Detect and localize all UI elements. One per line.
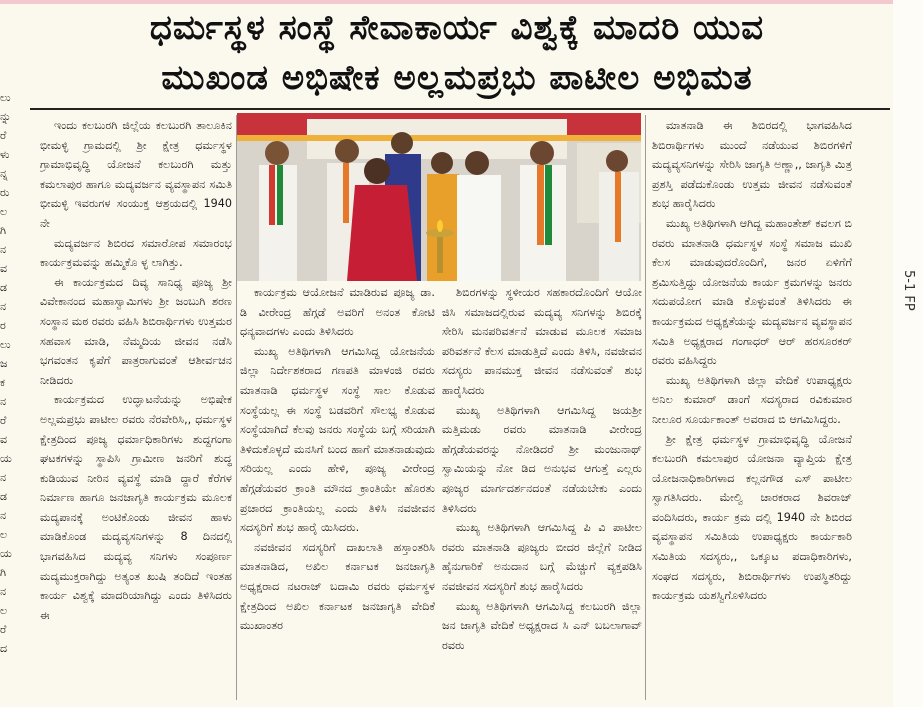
article-paragraph: ಈ ಕಾರ್ಯಕ್ರಮದ ದಿವ್ಯ ಸಾನಿಧ್ಯ ಪೂಜ್ಯ ಶ್ರೀ ವಿವೇಕಾನಂದ ಮಹಾಸ್ವಾಮಿಗಳು ಶ್ರೀ ಜಂಬುಗಿ ಶರಣ ಸಂಸ್ಥಾನ ಮಠ ರವರು ವಹಿಸಿ ಶಿಬಿರಾರ್ಥಿಗಳು ಉತ್ತಮರ ಸಹವಾಸ ಮಾಡಿ, ನೆಮ್ಮದಿಯ ಜೀವನ ನಡೆಸಿ ಭಗವಂತನ ಕೃಪೆಗೆ ಪಾತ್ರರಾಗುವಂತೆ ಆಶೀರ್ವಚನ ನೀಡಿದರು [40, 275, 232, 387]
headline-line-2: ಮುಖಂಡ ಅಭಿಷೇಕ ಅಲ್ಲಮಪ್ರಭು ಪಾಟೀಲ ಅಭಿಮತ [161, 58, 753, 98]
fragment-line: ನ್ನ [0, 167, 8, 180]
article-paragraph: ನವಜೀವನ ಸದಸ್ಯರಿಗೆ ದಾಖಲಾತಿ ಹಸ್ತಾಂತರಿಸಿ ಮಾತನಾಡಿದ, ಅಖಿಲ ಕರ್ನಾಟಕ ಜನಜಾಗೃತಿ ಅಧ್ಯಕ್ಷರಾದ ನಟರಾಜ್ ಬದಾಮಿ ರವರು ಧರ್ಮಸ್ಥಳ ಕ್ಷೇತ್ರದಿಂದ ಅಖಿಲ ಕರ್ನಾಟಕ ಜನಜಾಗೃತಿ ವೇದಿಕೆ ಮುಖಾಂತರ [240, 540, 435, 633]
fragment-line: ಡ [0, 281, 8, 294]
fragment-line: ಲು [0, 338, 11, 351]
headline-rule [30, 108, 890, 110]
headline-line-1: ಧರ್ಮಸ್ಥಳ ಸಂಸ್ಥೆ ಸೇವಾಕಾರ್ಯ ವಿಶ್ವಕ್ಕೆ ಮಾದರಿ ಯುವ [149, 8, 765, 48]
left-column-fragment [0, 88, 24, 688]
fragment-line: ಕ [0, 376, 5, 389]
fragment-line: ರೆ [0, 129, 7, 142]
fragment-line: ನ [0, 471, 7, 484]
fragment-line: ಗಿ [0, 566, 7, 579]
fragment-line: ನ [0, 509, 7, 522]
fragment-line: ರ [0, 319, 6, 332]
column-divider [645, 115, 646, 700]
top-pink-strip [0, 0, 923, 4]
article-column-1 [40, 116, 232, 701]
fragment-line: ವ [0, 262, 8, 275]
article-paragraph: ಮದ್ಯವರ್ಜನ ಶಿಬಿರದ ಸಮಾರೋಪ ಸಮಾರಂಭ ಕಾರ್ಯಕ್ರಮವನ್ನು ಹಮ್ಮಿಕೊ ಳ್ಳ ಲಾಗಿತ್ತು. [40, 236, 232, 270]
fragment-line: ಳು [0, 148, 10, 161]
article-paragraph: ಮುಖ್ಯ ಅತಿಥಿಗಳಾಗಿ ಆಗಿದ್ದ ಮಹಾಂತೇಶ್ ಕವಲಗ ಬಿ ರವರು ಮಾತನಾಡಿ ಧರ್ಮಸ್ಥಳ ಸಂಸ್ಥೆ ಸಮಾಜ ಮುಖಿ ಕೆಲಸ ಮಾಡುವುದರೊಂದಿಗೆ, ಜನರ ಏಳಿಗೆಗೆ ಶ್ರಮಿಸುತ್ತಿದ್ದು ಯೋಜನೆಯ ಕಾರ್ಯ ಕ್ರಮಗಳನ್ನು ಜನರು ಸದುಪಯೋಗ ಮಾಡಿ ಕೊಳ್ಳುವಂತೆ ತಿಳಿಸಿದರು ಈ ಕಾರ್ಯಕ್ರಮದ ಅಧ್ಯಕ್ಷತೆಯನ್ನು ಮದ್ಯವರ್ಜನ ವ್ಯವಸ್ಥಾಪನ ಸಮಿತಿ ಅಧ್ಯಕ್ಷರಾದ ಗಂಗಾಧರ್ ಆರ್ ಹರಸೂರಕರ್ ರವರು ವಹಿಸಿದ್ದರು [652, 216, 852, 368]
fragment-line: ನ್ನು [0, 110, 12, 123]
article-paragraph: ಕಾರ್ಯಕ್ರಮ ಆಯೋಜನೆ ಮಾಡಿರುವ ಪೂಜ್ಯ ಡಾ. ಡಿ ವೀರೇಂದ್ರ ಹೆಗ್ಗಡೆ ಅವರಿಗೆ ಅನಂತ ಕೋಟಿ ಧನ್ಯವಾದಗಳು ಎಂದು ತಿಳಿಸಿದರು [240, 286, 435, 339]
photo-lamp-lighting-icon [237, 113, 641, 281]
fragment-line: ನ [0, 585, 7, 598]
fragment-line: ದ [0, 642, 8, 655]
fragment-line: ನ [0, 243, 7, 256]
fragment-line: ನ [0, 395, 7, 408]
fragment-line: ಲ [0, 528, 8, 541]
fragment-line: ಯ [0, 547, 12, 560]
fragment-line: ರೆ [0, 414, 7, 427]
article-column-3 [442, 283, 642, 703]
article-column-4 [652, 116, 852, 706]
fragment-line: ಡ [0, 490, 8, 503]
fragment-line: ಲ [0, 205, 8, 218]
fragment-line: ಜ [0, 357, 8, 370]
fragment-line: ಲ [0, 604, 8, 617]
right-page-edge [893, 0, 923, 707]
article-paragraph: ಕಾರ್ಯಕ್ರಮದ ಉದ್ಘಾಟನೆಯನ್ನು ಅಭಿಷೇಕ ಅಲ್ಲಮಪ್ರಭು ಪಾಟೀಲ ರವರು ನೆರವೇರಿಸಿ,, ಧರ್ಮಸ್ಥಳ ಕ್ಷೇತ್ರದಿಂದ ಪೂಜ್ಯ ಧರ್ಮಾಧಿಕಾರಿಗಳು ಶುದ್ದಗಂಗಾ ಘಟಕಗಳನ್ನು ಸ್ಥಾಪಿಸಿ ಗ್ರಾಮೀಣ ಜನರಿಗೆ ಶುದ್ಧ ಕುಡಿಯುವ ನೀರಿನ ವ್ಯವಸ್ಥೆ ಮಾಡಿ ದ್ದಾರೆ ಕೆರೆಗಳ ನಿರ್ಮಾಣ ಹಾಗೂ ಜನಜಾಗೃತಿ ಕಾರ್ಯಕ್ರಮ ಮೂಲಕ ಮದ್ಯಪಾನಕ್ಕೆ ಅಂಟಿಕೊಂಡು ಜೀವನ ಹಾಳು ಮಾಡಿಕೊಂಡ ಮದ್ಯವ್ಯಸನಿಗಳನ್ನು 8 ದಿನದಲ್ಲಿ ಭಾಗವಹಿಸಿದ ಮದ್ಯವ್ಯ ಸನಿಗಳು ಸಂಪೂರ್ಣ ಮದ್ಯಮುಕ್ತರಾಗಿದ್ದು ಅತ್ಯಂತ ಖುಷಿ ತಂದಿದೆ ಇಂತಹ ಕಾರ್ಯ ವಿಶ್ವಕ್ಕೆ ಮಾದರಿಯಾಗಿದ್ದು ಎಂದು ತಿಳಿಸಿದರು ಈ [40, 393, 232, 622]
article-paragraph: ಮುಖ್ಯ ಅತಿಥಿಗಳಾಗಿ ಆಗಮಿಸಿದ್ದ ಯೋಜನೆಯ ಜಿಲ್ಲಾ ನಿರ್ದೇಶಕರಾದ ಗಣಪತಿ ಮಾಳಂಜಿ ರವರು ಮಾತನಾಡಿ ಧರ್ಮಸ್ಥಳ ಸಂಸ್ಥೆ ಸಾಲ ಕೊಡುವ ಸಂಸ್ಥೆಯಲ್ಲ ಈ ಸಂಸ್ಥೆ ಬಡವರಿಗೆ ಸೌಲಭ್ಯ ಕೊಡುವ ಸಂಸ್ಥೆಯಾಗಿದೆ ಕೆಲವು ಜನರು ಸಂಸ್ಥೆಯ ಬಗ್ಗೆ ಸರಿಯಾಗಿ ತಿಳಿದುಕೊಳ್ಳದೆ ಮನಸಿಗೆ ಬಂದ ಹಾಗೆ ಮಾತನಾಡುವುದು ಸರಿಯಲ್ಲ ಎಂದು ಹೇಳಿ, ಪೂಜ್ಯ ವೀರೇಂದ್ರ ಹೆಗ್ಗಡೆಯವರ ಕ್ರಾಂತಿ ಮೌನದ ಕ್ರಾಂತಿಯೇ ಹೊರತು ಪ್ರಚಾರದ ಕ್ರಾಂತಿಯಲ್ಲ ಎಂದು ತಿಳಿಸಿ ನವಜೀವನ ಸದಸ್ಯರಿಗೆ ಶುಭ ಹಾರೈ ಯಿಸಿದರು. [240, 344, 435, 535]
fragment-line: ನ [0, 300, 7, 313]
fragment-line: ವ [0, 433, 8, 446]
article-paragraph: ಶಿಬಿರಗಳನ್ನು ಸ್ಥಳೀಯರ ಸಹಕಾರದೊಂದಿಗೆ ಆಯೋ ಜಿಸಿ ಸಮಾಜದಲ್ಲಿರುವ ಮದ್ಯವ್ಯ ಸನಿಗಳನ್ನು ಶಿಬಿರಕ್ಕೆ ಸೇರಿಸಿ ಮನಪರಿವರ್ತನೆ ಮಾಡುವ ಮೂಲಕ ಸಮಾಜ ಪರಿವರ್ತನೆ ಕೆಲಸ ಮಾಡುತ್ತಿದೆ ಎಂದು ತಿಳಿಸಿ, ನವಜೀವನ ಸದಸ್ಯರು ಪಾನಮುಕ್ತ ಜೀವನ ನಡೆಸುವಂತೆ ಶುಭ ಹಾರೈಸಿದರು [442, 286, 642, 397]
article-paragraph: ಮಾತನಾಡಿ ಈ ಶಿಬಿರದಲ್ಲಿ ಭಾಗವಹಿಸಿದ ಶಿಬಿರಾರ್ಥಿಗಳು ಮುಂದೆ ನಡೆಯುವ ಶಿಬಿರಗಳಿಗೆ ಮದ್ಯವ್ಯಸನಿಗಳನ್ನು ಸೇರಿಸಿ ಜಾಗೃತಿ ಅಣ್ಣಾ,, ಜಾಗೃತಿ ಮಿತ್ರ ಪ್ರಶಸ್ತಿ ಪಡೆದುಕೊಂಡು ಉತ್ತಮ ಜೀವನ ನಡೆಸುವಂತೆ ಶುಭ ಹಾರೈಸಿದರು [652, 119, 852, 211]
article-paragraph: ಶ್ರೀ ಕ್ಷೇತ್ರ ಧರ್ಮಸ್ಥಳ ಗ್ರಾಮಾಭಿವೃದ್ಧಿ ಯೋಜನೆ ಕಲಬುರಗಿ ಕಮಲಾಪುರ ಯೋಜನಾ ವ್ಯಾಪ್ತಿಯ ಕ್ಷೇತ್ರ ಯೋಜನಾಧಿಕಾರಿಗಳಾದ ಕಲ್ಲನಗೌಡ ಎಸ್ ಪಾಟೀಲ ಸ್ವಾಗತಿಸಿದರು. ಮೇಲ್ವಿ ಚಾರಕರಾದ ಶಿವರಾಜ್ ವಂದಿಸಿದರು, ಕಾರ್ಯ ಕ್ರಮ ದಲ್ಲಿ 1940 ನೇ ಶಿಬಿರದ ವ್ಯವಸ್ಥಾಪನ ಸಮಿತಿಯ ಉಪಾಧ್ಯಕ್ಷರು ಕಾರ್ಯಕಾರಿ ಸಮಿತಿಯ ಸದಸ್ಯರು,, ಒಕ್ಕೂಟ ಪದಾಧಿಕಾರಿಗಳು, ಸಂಘದ ಸದಸ್ಯರು, ಶಿಬಿರಾರ್ಥಿಗಳು ಉಪಸ್ಥಿತರಿದ್ದು ಕಾರ್ಯಕ್ರಮ ಯಶಸ್ವಿಗೊಳಿಸಿದರು [652, 432, 852, 603]
page-label: 5-1 FP [901, 270, 916, 311]
article-paragraph: ಮುಖ್ಯ ಅತಿಥಿಗಳಾಗಿ ಆಗಮಿಸಿದ್ದ ಪಿ ವಿ ಪಾಟೀಲ ರವರು ಮಾತನಾಡಿ ಪೂಜ್ಯರು ಬೀದರ ಜಿಲ್ಲೆಗೆ ನೀಡಿದ ಹೈನುಗಾರಿಕೆ ಅನುದಾನ ಬಗ್ಗೆ ಮೆಚ್ಚುಗೆ ವ್ಯಕ್ತಪಡಿಸಿ ನವಜೀವನ ಸದಸ್ಯರಿಗೆ ಶುಭ ಹಾರೈಸಿದರು [442, 521, 642, 593]
event-photo [237, 113, 641, 281]
article-paragraph: ಮುಖ್ಯ ಅತಿಥಿಗಳಾಗಿ ಆಗಮಿಸಿದ್ದ ಕಲಬುರಗಿ ಜಿಲ್ಲಾ ಜನ ಜಾಗೃತಿ ವೇದಿಕೆ ಅಧ್ಯಕ್ಷರಾದ ಸಿ ಎನ್ ಬಬಲಾಗಾವ್ ರವರು [442, 599, 642, 652]
article-column-2 [240, 283, 435, 703]
fragment-line: ರೆ [0, 623, 7, 636]
article-paragraph: ಮುಖ್ಯ ಅತಿಥಿಗಳಾಗಿ ಜಿಲ್ಲಾ ವೇದಿಕೆ ಉಪಾಧ್ಯಕ್ಷರು ಅನಿಲ ಕುಮಾರ್ ಡಾಂಗೆ ಸದಸ್ಯರಾದ ರವಿಕುಮಾರ ನೀಲೂರ ಸೂರ್ಯಕಾಂತ್ ಅವರಾದ ಬಿ ಆಗಮಿಸಿದ್ದರು. [652, 373, 852, 426]
fragment-line: ಲು [0, 91, 11, 104]
article-paragraph: ಇಂದು ಕಲಬುರಗಿ ಜಿಲ್ಲೆಯ ಕಲಬುರಗಿ ತಾಲೂಕಿನ ಭೀಮಳ್ಳಿ ಗ್ರಾಮದಲ್ಲಿ ಶ್ರೀ ಕ್ಷೇತ್ರ ಧರ್ಮಸ್ಥಳ ಗ್ರಾಮಾಭಿವೃದ್ಧಿ ಯೋಜನೆ ಕಲಬುರಗಿ ಮತ್ತು ಕಮಲಾಪುರ ಹಾಗೂ ಮದ್ಯವರ್ಜನ ವ್ಯವಸ್ಥಾಪನ ಸಮಿತಿ ಭೀಮಳ್ಳಿ ಇವರುಗಳ ಸಂಯುಕ್ತ ಆಶ್ರಯದಲ್ಲಿ 1940 ನೇ [40, 119, 232, 230]
article-paragraph: ಮುಖ್ಯ ಅತಿಥಿಗಳಾಗಿ ಆಗಮಿಸಿದ್ದ ಜಯಶ್ರೀ ಮತ್ತಿಮಡು ರವರು ಮಾತನಾಡಿ ವೀರೇಂದ್ರ ಹೆಗ್ಗಡೆಯವರನ್ನು ನೋಡಿದರೆ ಶ್ರೀ ಮಂಜುನಾಥ್ ಸ್ವಾಮಿಯನ್ನು ನೋ ಡಿದ ಅನುಭವ ಆಗುತ್ತೆ ಎಲ್ಲರು ಪೂಜ್ಯರ ಮಾರ್ಗದರ್ಶನದಂತೆ ನಡೆಯಬೇಕು ಎಂದು ತಿಳಿಸಿದರು [442, 403, 642, 515]
fragment-line: ಗಿ [0, 224, 7, 237]
fragment-line: ರು [0, 186, 10, 199]
fragment-line: ಯ [0, 452, 12, 465]
